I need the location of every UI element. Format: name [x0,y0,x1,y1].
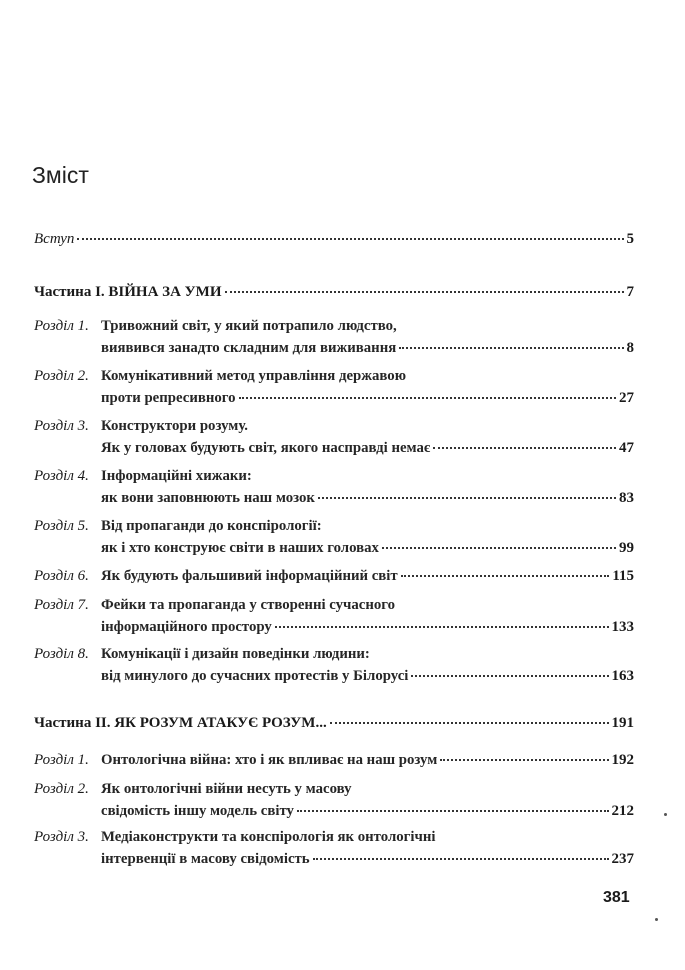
chapter-title-line: як і хто конструює світи в наших головах [101,540,379,556]
part-heading: Частина І. ВІЙНА ЗА УМИ [34,284,222,300]
chapter-label: Розділ 5. [34,518,89,534]
chapter-title-line: Онтологічна війна: хто і як впливає на наш розум [101,752,438,768]
toc-entry-chapter [34,829,634,873]
dot-leader [313,857,609,860]
chapter-title-line: інформаційного простору [101,619,272,635]
page-number: 133 [611,619,634,635]
dot-leader [297,809,609,812]
chapter-title-line: Комунікації і дизайн поведінки людини: [101,646,370,662]
chapter-title-line: Комунікативний метод управління державою [101,368,406,384]
page-number: 27 [619,390,634,406]
chapter-title-line: виявився занадто складним для виживання [101,340,397,356]
chapter-label: Розділ 1. [34,318,89,334]
chapter-label: Розділ 7. [34,597,89,613]
part-heading: Частина ІІ. ЯК РОЗУМ АТАКУЄ РОЗУМ... [34,715,327,731]
dot-leader [239,396,616,399]
print-speck [655,918,658,921]
dot-leader [440,758,608,761]
page-number: 83 [619,490,634,506]
dot-leader [433,446,616,449]
page-number: 191 [611,715,634,731]
dot-leader [382,546,616,549]
chapter-title-line: Інформаційні хижаки: [101,468,252,484]
dot-leader [225,290,624,293]
page-number: 99 [619,540,634,556]
chapter-label: Розділ 6. [34,568,89,584]
page-number: 192 [611,752,634,768]
dot-leader [411,674,608,677]
toc-entry-chapter [34,568,634,590]
chapter-title-line: Від пропаганди до конспірології: [101,518,322,534]
page-number: 163 [611,668,634,684]
chapter-title-line: Медіаконструкти та конспірологія як онтологічні [101,829,436,845]
chapter-title-line: Фейки та пропаганда у створенні сучасного [101,597,396,613]
dot-leader [275,625,609,628]
chapter-title-line: Конструктори розуму. [101,418,248,434]
dot-leader [318,496,616,499]
toc-entry-chapter [34,597,634,641]
chapter-title-line: проти репресивного [101,390,236,406]
chapter-label: Розділ 8. [34,646,89,662]
toc-entry-chapter [34,518,634,562]
toc-entry-chapter [34,781,634,825]
print-speck [664,813,667,816]
toc-entry-chapter [34,368,634,412]
chapter-label: Розділ 4. [34,468,89,484]
chapter-title-line: як вони заповнюють наш мозок [101,490,315,506]
toc-entry-intro [34,231,634,253]
toc-entry-chapter [34,318,634,362]
chapter-label: Розділ 1. [34,752,89,768]
toc-entry-chapter [34,646,634,690]
page-title: Зміст [32,162,89,188]
toc-entry-chapter [34,468,634,512]
chapter-label: Розділ 3. [34,829,89,845]
toc-label: Вступ [34,231,75,247]
dot-leader [330,721,609,724]
folio-page-number: 381 [603,889,630,906]
chapter-label: Розділ 3. [34,418,89,434]
dot-leader [399,346,623,349]
toc-entry-chapter [34,418,634,462]
chapter-label: Розділ 2. [34,368,89,384]
chapter-title-line: свідомість іншу модель світу [101,803,294,819]
chapter-title-line: Як будують фальшивий інформаційний світ [101,568,398,584]
chapter-title-line: Як у головах будують світ, якого насправді немає [101,440,431,456]
page-number: 8 [626,340,634,356]
page-number: 115 [612,568,634,584]
toc-entry-chapter [34,752,634,774]
toc-entry-part-1 [34,284,634,306]
page-number: 7 [626,284,634,300]
page-number: 5 [626,231,634,247]
dot-leader [401,574,610,577]
chapter-title-line: від минулого до сучасних протестів у Білорусі [101,668,409,684]
page-number: 237 [611,851,634,867]
toc-entry-part-2 [34,715,634,737]
chapter-label: Розділ 2. [34,781,89,797]
page-number: 212 [611,803,634,819]
chapter-title-line: Тривожний світ, у який потрапило людство, [101,318,397,334]
dot-leader [77,237,623,240]
page-number: 47 [619,440,634,456]
chapter-title-line: Як онтологічні війни несуть у масову [101,781,352,797]
chapter-title-line: інтервенції в масову свідомість [101,851,310,867]
